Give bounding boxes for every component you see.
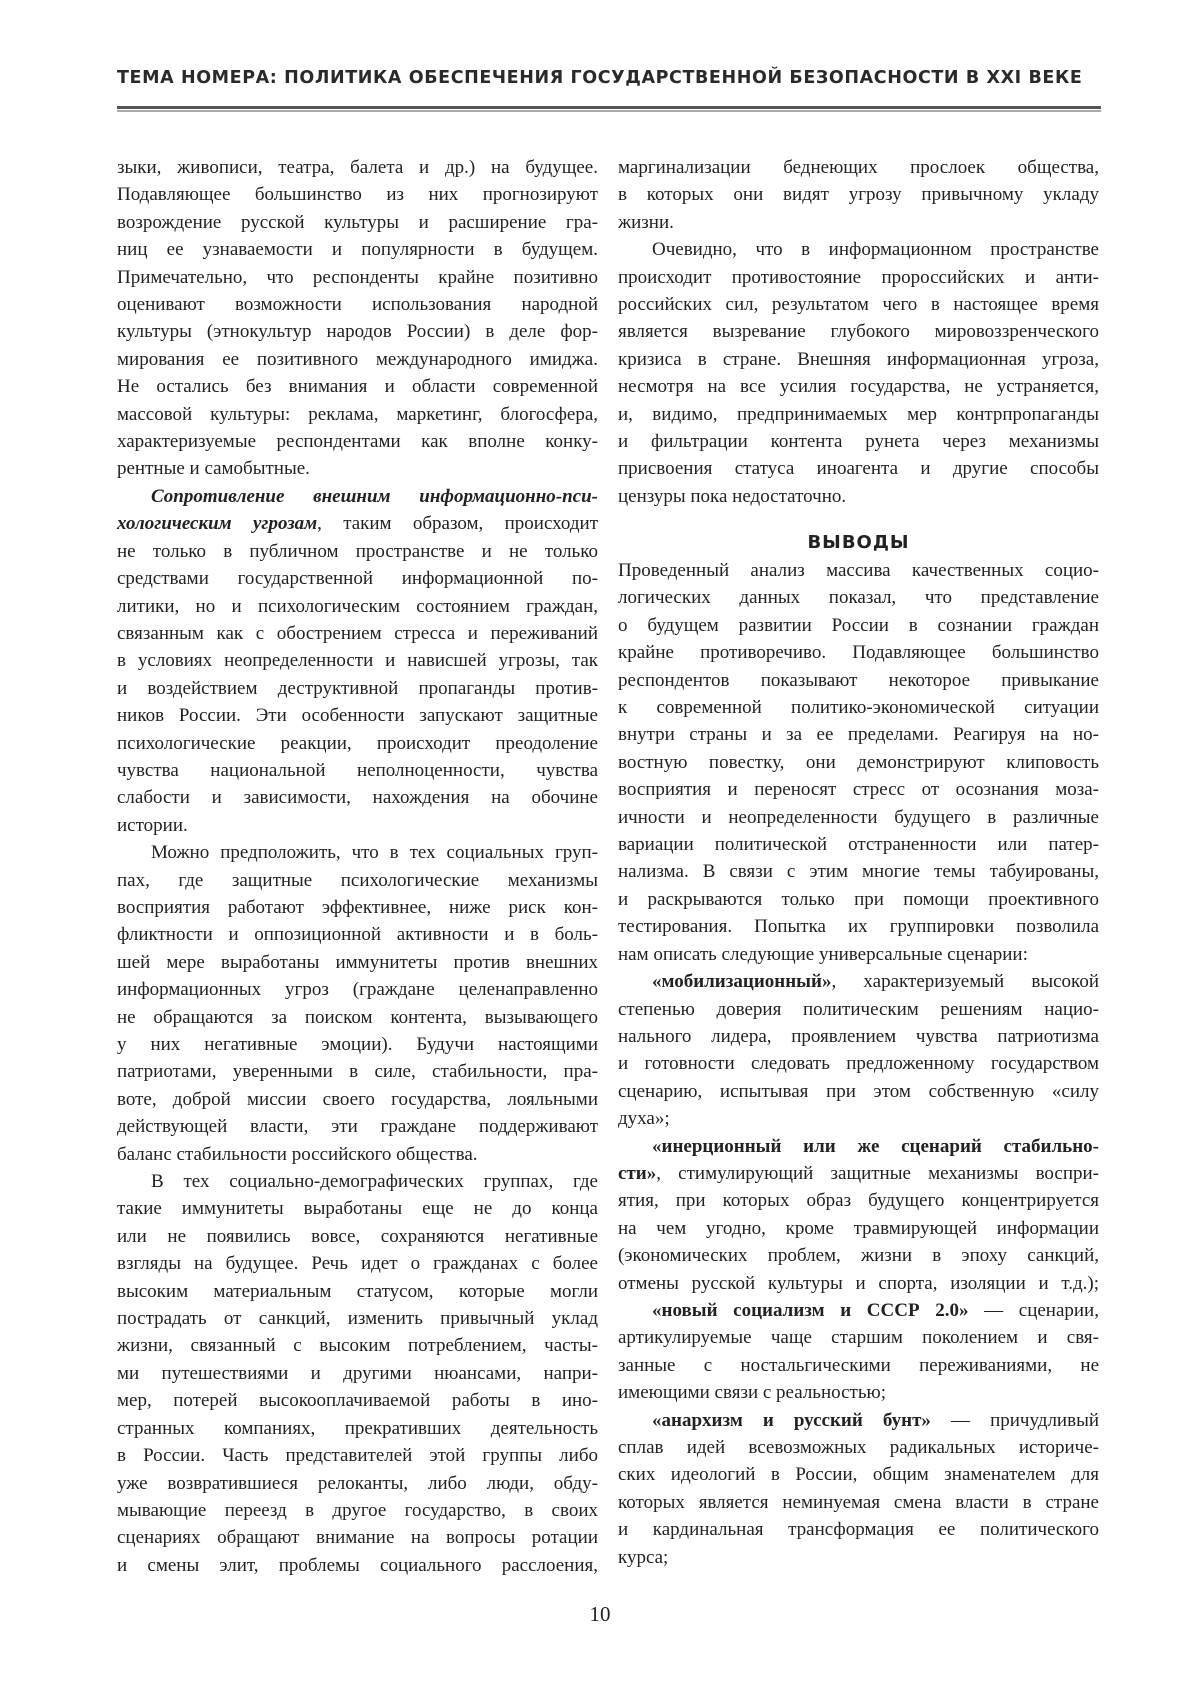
emphasized-term: сти»	[618, 1163, 656, 1184]
right-column-top	[618, 154, 1099, 510]
line-text: информационных угроз (граждане целенаправленно	[117, 979, 598, 1000]
line-text: , характеризуемый высокой	[831, 971, 1099, 992]
emphasized-term: «анархизм и русский бунт»	[652, 1410, 931, 1431]
text-line	[618, 996, 1099, 1023]
text-line	[117, 730, 598, 757]
text-line	[117, 1278, 598, 1305]
text-line	[117, 1086, 598, 1113]
line-text: нального лидера, проявлением чувства патриотизма	[618, 1026, 1099, 1047]
text-line	[618, 1434, 1099, 1461]
line-text: литики, но и психологическим состоянием граждан,	[117, 596, 598, 617]
right-column-conclusions	[618, 557, 1099, 1571]
line-text: востную повестку, они демонстрируют клиповость	[618, 752, 1099, 773]
text-line	[618, 1270, 1099, 1297]
text-line	[618, 154, 1099, 181]
text-line	[117, 949, 598, 976]
line-text: связанным как с обострением стресса и переживаний	[117, 623, 598, 644]
text-line	[117, 1195, 598, 1222]
line-text: патриотами, уверенными в силе, стабильности, пра-	[117, 1061, 598, 1082]
text-line	[618, 694, 1099, 721]
line-text: — причудливый	[931, 1410, 1099, 1431]
text-line	[618, 1297, 1099, 1324]
text-line	[117, 1058, 598, 1085]
text-line	[618, 639, 1099, 666]
line-text: Подавляющее большинство из них прогнозируют	[117, 184, 598, 205]
text-line	[117, 1141, 598, 1168]
line-text: занные с ностальгическими переживаниями, не	[618, 1355, 1099, 1376]
text-line	[117, 647, 598, 674]
text-line	[618, 941, 1099, 968]
line-text: ников России. Эти особенности запускают защитные	[117, 705, 598, 726]
text-line	[117, 291, 598, 318]
text-line	[117, 839, 598, 866]
line-text: оценивают возможности использования народной	[117, 294, 598, 315]
line-text: к современной политико-экономической ситуации	[618, 697, 1099, 718]
line-text: такие иммунитеты выработаны еще не до конца	[117, 1198, 598, 1219]
text-line	[618, 886, 1099, 913]
line-text: массовой культуры: реклама, маркетинг, блогосфера,	[117, 404, 598, 425]
line-text: крайне противоречиво. Подавляющее большинство	[618, 642, 1099, 663]
text-line	[117, 1031, 598, 1058]
line-text: кризиса в стране. Внешняя информационная угроза,	[618, 349, 1099, 370]
text-line	[618, 1516, 1099, 1543]
text-line	[618, 557, 1099, 584]
line-text: степенью доверия политическим решениям нацио-	[618, 999, 1099, 1020]
line-text: сценариях обращают внимание на вопросы ротации	[117, 1527, 598, 1548]
line-text: ичности и неопределенности будущего в различные	[618, 807, 1099, 828]
text-line	[618, 1379, 1099, 1406]
text-line	[618, 913, 1099, 940]
line-text: респондентов показывают некоторое привыкание	[618, 670, 1099, 691]
line-text: и смены элит, проблемы социального расслоения,	[117, 1555, 598, 1576]
line-text: в которых они видят угрозу привычному укладу	[618, 184, 1099, 205]
line-text: мывающие переезд в другое государство, в своих	[117, 1500, 598, 1521]
line-text: о будущем развитии России в сознании граждан	[618, 615, 1099, 636]
text-line	[117, 154, 598, 181]
text-line	[117, 620, 598, 647]
line-text: культуры (этнокультур народов России) в деле фор-	[117, 321, 598, 342]
text-line	[117, 401, 598, 428]
header-rule-secondary	[117, 110, 1101, 112]
line-text: восприятия и переносят стресс от осознания моза-	[618, 779, 1099, 800]
line-text: которых является неминуемая смена власти в стране	[618, 1492, 1099, 1513]
line-text: присвоения статуса иноагента и другие способы	[618, 458, 1099, 479]
line-text: жизни.	[618, 212, 674, 233]
text-line	[618, 804, 1099, 831]
line-text: имеющими связи с реальностью;	[618, 1382, 886, 1403]
line-text: цензуры пока недостаточно.	[618, 486, 846, 507]
line-text: средствами государственной информационной по-	[117, 568, 598, 589]
line-text: вариации политической отстраненности или патер-	[618, 834, 1099, 855]
page-number: 10	[0, 1602, 1200, 1627]
text-line	[117, 1250, 598, 1277]
text-line	[618, 291, 1099, 318]
text-line	[618, 1105, 1099, 1132]
header-rule	[117, 106, 1101, 109]
text-line	[117, 346, 598, 373]
text-line	[117, 976, 598, 1003]
text-line	[117, 565, 598, 592]
text-line	[117, 675, 598, 702]
line-text: и воздействием деструктивной пропаганды против-	[117, 678, 598, 699]
line-text: психологические реакции, происходит преодоление	[117, 733, 598, 754]
line-text: в России. Часть представителей этой группы либо	[117, 1445, 598, 1466]
text-line	[618, 749, 1099, 776]
text-line	[117, 1387, 598, 1414]
text-line	[117, 428, 598, 455]
emphasized-term: «мобилизационный»	[652, 971, 831, 992]
section-heading: ВЫВОДЫ	[618, 532, 1099, 553]
line-text: и готовности следовать предложенному государством	[618, 1053, 1099, 1074]
text-line	[117, 1497, 598, 1524]
line-text: действующей власти, эти граждане поддерживают	[117, 1116, 598, 1137]
line-text: взгляды на будущее. Речь идет о гражданах с более	[117, 1253, 598, 1274]
text-line	[117, 1168, 598, 1195]
line-text: В тех социально-демографических группах, где	[151, 1171, 598, 1192]
text-line	[618, 1160, 1099, 1187]
line-text: Примечательно, что респонденты крайне позитивно	[117, 267, 598, 288]
text-line	[117, 510, 598, 537]
line-text: баланс стабильности российского общества.	[117, 1144, 478, 1165]
text-line	[618, 373, 1099, 400]
line-text: логических данных показал, что представление	[618, 587, 1099, 608]
text-line	[117, 1113, 598, 1140]
line-text: слабости и зависимости, нахождения на обочине	[117, 787, 598, 808]
line-text: пах, где защитные психологические механизмы	[117, 870, 598, 891]
line-text: духа»;	[618, 1108, 670, 1129]
line-text: Очевидно, что в информационном пространстве	[652, 239, 1099, 260]
text-line	[117, 593, 598, 620]
text-line	[618, 1023, 1099, 1050]
line-text: ниц ее узнаваемости и популярности в будущем.	[117, 239, 598, 260]
text-line	[618, 1242, 1099, 1269]
text-line	[618, 428, 1099, 455]
line-text: происходит противостояние пророссийских и анти-	[618, 267, 1099, 288]
text-line	[117, 538, 598, 565]
line-text: не обращаются за поиском контента, вызывающего	[117, 1007, 598, 1028]
text-line	[117, 812, 598, 839]
text-line	[618, 776, 1099, 803]
line-text: и, видимо, предпринимаемых мер контрпропаганды	[618, 404, 1099, 425]
line-text: , таким образом, происходит	[317, 513, 598, 534]
line-text: ми путешествиями и другими нюансами, напри-	[117, 1363, 598, 1384]
line-text: восприятия работают эффективнее, ниже риск кон-	[117, 897, 598, 918]
text-line	[117, 264, 598, 291]
line-text: мирования ее позитивного международного имиджа.	[117, 349, 598, 370]
text-line	[117, 455, 598, 482]
text-line	[117, 483, 598, 510]
text-line	[618, 1407, 1099, 1434]
text-line	[618, 667, 1099, 694]
text-line	[618, 1133, 1099, 1160]
line-text: ятия, при которых образ будущего концентрируется	[618, 1190, 1099, 1211]
line-text: курса;	[618, 1547, 668, 1568]
text-line	[117, 318, 598, 345]
text-line	[117, 1415, 598, 1442]
text-line	[618, 1324, 1099, 1351]
text-line	[117, 921, 598, 948]
line-text: Проведенный анализ массива качественных социо-	[618, 560, 1099, 581]
emphasized-term: хологическим угрозам	[117, 513, 317, 534]
text-line	[117, 1223, 598, 1250]
text-line	[117, 1524, 598, 1551]
line-text: российских сил, результатом чего в настоящее время	[618, 294, 1099, 315]
line-text: не только в публичном пространстве и не только	[117, 541, 598, 562]
running-header: ТЕМА НОМЕРА: ПОЛИТИКА ОБЕСПЕЧЕНИЯ ГОСУДАРСТВЕННОЙ БЕЗОПАСНОСТИ В XXI ВЕКЕ	[117, 68, 1082, 88]
line-text: нализма. В связи с этим многие темы табуированы,	[618, 861, 1099, 882]
text-line	[117, 181, 598, 208]
text-line	[618, 318, 1099, 345]
text-line	[618, 968, 1099, 995]
text-line	[117, 867, 598, 894]
text-line	[117, 1442, 598, 1469]
line-text: чувства национальной неполноценности, чувства	[117, 760, 598, 781]
line-text: , стимулирующий защитные механизмы воспри-	[656, 1163, 1099, 1184]
line-text: шей мере выработаны иммунитеты против внешних	[117, 952, 598, 973]
text-line	[618, 612, 1099, 639]
line-text: у них негативные эмоции). Будучи настоящими	[117, 1034, 598, 1055]
line-text: артикулируемые чаще старшим поколением и свя-	[618, 1327, 1099, 1348]
line-text: тестирования. Попытка их группировки позволила	[618, 916, 1099, 937]
line-text: маргинализации беднеющих прослоек общества,	[618, 157, 1099, 178]
emphasized-term: Сопротивление внешним информационно-пси-	[151, 486, 598, 507]
emphasized-term: «инерционный или же сценарий стабильно-	[652, 1136, 1099, 1157]
text-line	[618, 346, 1099, 373]
text-line	[117, 757, 598, 784]
line-text: и фильтрации контента рунета через механизмы	[618, 431, 1099, 452]
text-line	[618, 483, 1099, 510]
text-line	[117, 1332, 598, 1359]
line-text: зыки, живописи, театра, балета и др.) на будущее.	[117, 157, 598, 178]
text-line	[117, 702, 598, 729]
line-text: является вызревание глубокого мировоззренческого	[618, 321, 1099, 342]
line-text: уже возвратившиеся релоканты, либо люди, обду-	[117, 1473, 598, 1494]
text-line	[117, 1360, 598, 1387]
text-line	[618, 1352, 1099, 1379]
text-line	[117, 236, 598, 263]
line-text: или не появились вовсе, сохраняются негативные	[117, 1226, 598, 1247]
line-text: рентные и самобытные.	[117, 458, 310, 479]
line-text: в условиях неопределенности и нависшей угрозы, так	[117, 650, 598, 671]
line-text: характеризуемые респондентами как вполне конку-	[117, 431, 598, 452]
text-line	[117, 373, 598, 400]
text-line	[117, 1470, 598, 1497]
text-line	[618, 401, 1099, 428]
line-text: на чем угодно, кроме травмирующей информации	[618, 1218, 1099, 1239]
line-text: несмотря на все усилия государства, не устраняется,	[618, 376, 1099, 397]
emphasized-term: «новый социализм и СССР 2.0»	[652, 1300, 968, 1321]
line-text: и раскрываются только при помощи проективного	[618, 889, 1099, 910]
text-line	[618, 1215, 1099, 1242]
text-line	[618, 181, 1099, 208]
text-line	[618, 1078, 1099, 1105]
line-text: Можно предположить, что в тех социальных груп-	[151, 842, 598, 863]
line-text: возрождение русской культуры и расширение гра-	[117, 212, 598, 233]
line-text: странных компаниях, прекративших деятельность	[117, 1418, 598, 1439]
text-line	[117, 1305, 598, 1332]
line-text: жизни, связанный с высоким потреблением, часты-	[117, 1335, 598, 1356]
text-line	[117, 1552, 598, 1579]
line-text: внутри страны и за ее пределами. Реагируя на но-	[618, 724, 1099, 745]
text-line	[117, 1004, 598, 1031]
line-text: и кардинальная трансформация ее политического	[618, 1519, 1099, 1540]
line-text: нам описать следующие универсальные сценарии:	[618, 944, 1028, 965]
text-line	[117, 784, 598, 811]
text-line	[618, 264, 1099, 291]
text-line	[618, 721, 1099, 748]
text-line	[117, 209, 598, 236]
line-text: ских идеологий в России, общим знаменателем для	[618, 1464, 1099, 1485]
line-text: сплав идей всевозможных радикальных историче-	[618, 1437, 1099, 1458]
line-text: воте, доброй миссии своего государства, лояльными	[117, 1089, 598, 1110]
text-line	[117, 894, 598, 921]
line-text: Не остались без внимания и области современной	[117, 376, 598, 397]
text-line	[618, 1050, 1099, 1077]
line-text: фликтности и оппозиционной активности и в боль-	[117, 924, 598, 945]
line-text: (экономических проблем, жизни в эпоху санкций,	[618, 1245, 1099, 1266]
text-line	[618, 858, 1099, 885]
line-text: мер, потерей высокооплачиваемой работы в ино-	[117, 1390, 598, 1411]
text-line	[618, 209, 1099, 236]
line-text: — сценарии,	[968, 1300, 1099, 1321]
text-line	[618, 455, 1099, 482]
text-line	[618, 236, 1099, 263]
line-text: высоким материальным статусом, которые могли	[117, 1281, 598, 1302]
line-text: истории.	[117, 815, 188, 836]
line-text: сценарию, испытывая при этом собственную «силу	[618, 1081, 1099, 1102]
line-text: отмены русской культуры и спорта, изоляции и т.д.);	[618, 1273, 1099, 1294]
text-line	[618, 1489, 1099, 1516]
text-line	[618, 831, 1099, 858]
line-text: пострадать от санкций, изменить привычный уклад	[117, 1308, 598, 1329]
left-column	[117, 154, 598, 1579]
text-line	[618, 1461, 1099, 1488]
text-line	[618, 1544, 1099, 1571]
text-line	[618, 584, 1099, 611]
text-line	[618, 1187, 1099, 1214]
